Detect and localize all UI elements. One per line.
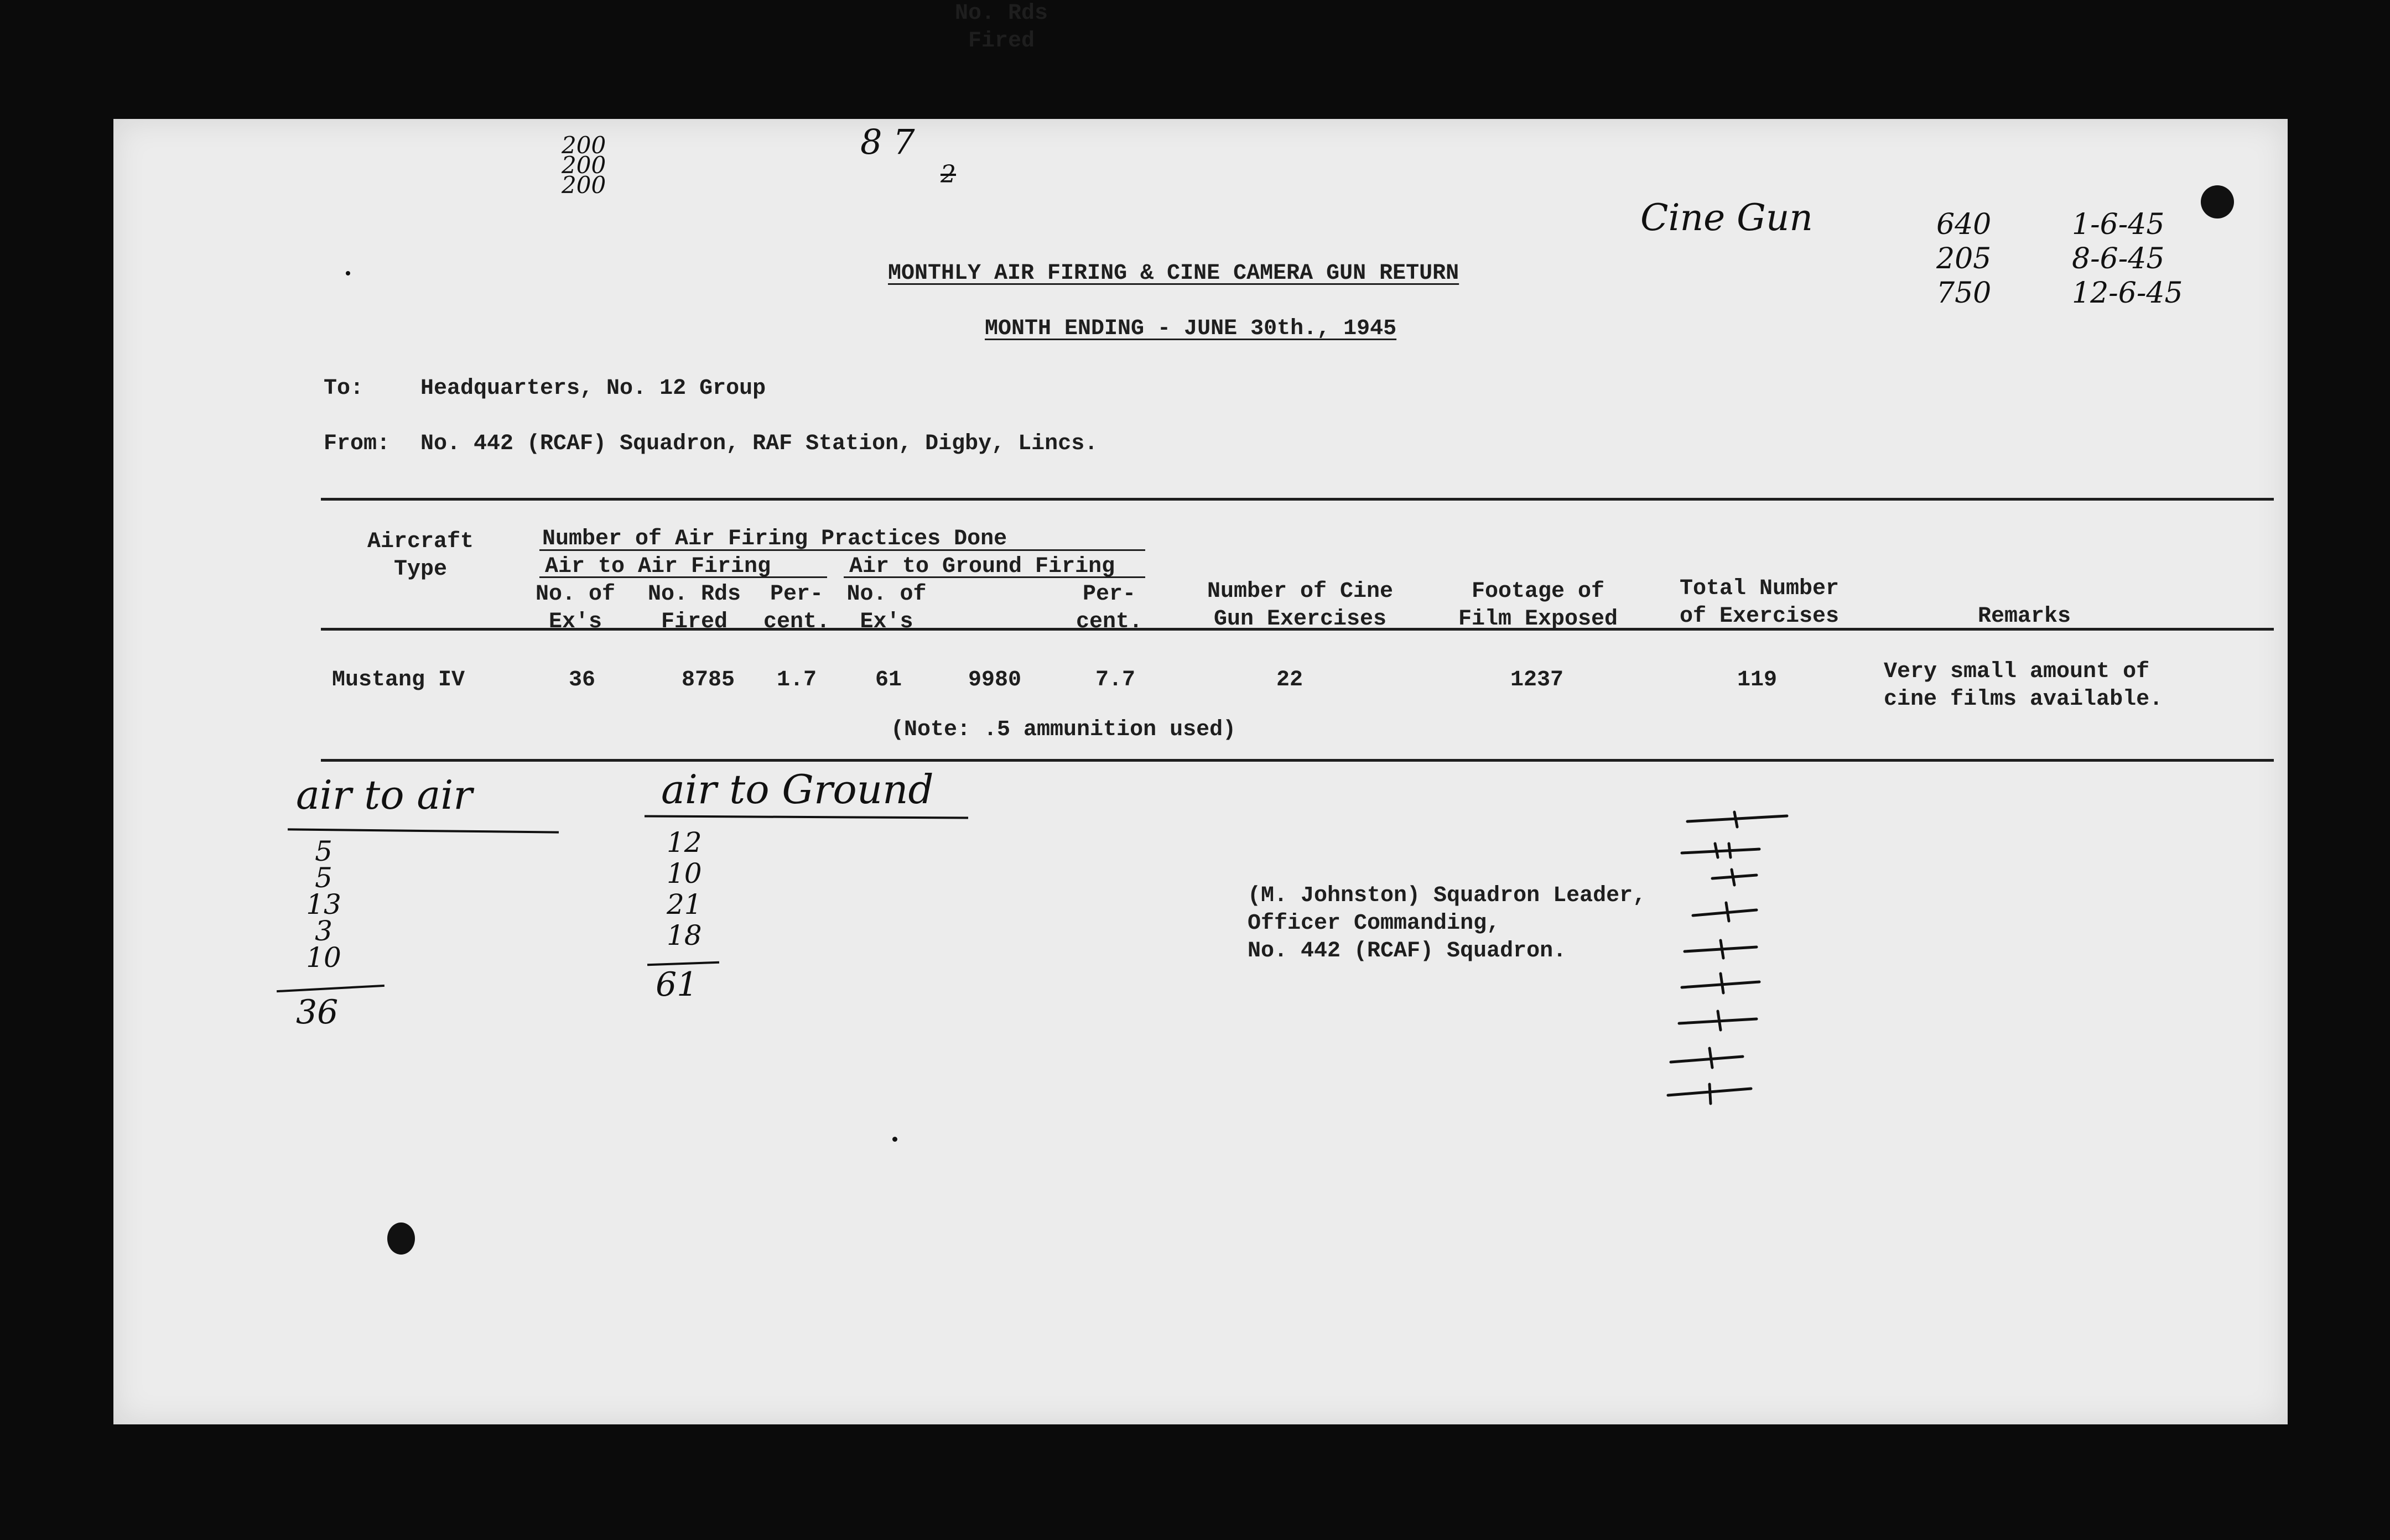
cell-cine: 22 <box>1276 668 1303 693</box>
col-ground-pct-header <box>1068 581 1151 636</box>
document-subtitle: MONTH ENDING - JUNE 30th., 1945 <box>985 316 1397 341</box>
cell-ground-pct: 7.7 <box>1095 668 1136 693</box>
cine-date: 8-6-45 <box>2072 242 2165 275</box>
handwritten-air-values <box>290 835 357 974</box>
header-line: No. of <box>535 582 616 607</box>
speck-mark <box>346 271 350 275</box>
cine-count: 640 <box>1936 208 1992 241</box>
header-line: Fired <box>661 610 728 634</box>
handwritten-cine-label: Cine Gun <box>1640 196 1813 239</box>
signature-line: Officer Commanding, <box>1248 911 1500 936</box>
to-value: Headquarters, No. 12 Group <box>420 376 766 401</box>
col-footage-header <box>1447 578 1629 633</box>
cell-air-ex: 36 <box>569 668 596 693</box>
tick-mark <box>1693 903 1757 921</box>
cine-count: 205 <box>1936 242 1992 275</box>
ground-value: 12 <box>667 826 702 859</box>
cine-date: 1-6-45 <box>2072 208 2165 241</box>
tick-mark <box>1682 844 1759 857</box>
col-total-header <box>1668 575 1851 631</box>
cell-ground-rds: 9980 <box>968 668 1022 693</box>
handwritten-stack-line: 200 <box>562 171 606 199</box>
header-line: Footage of <box>1471 579 1605 604</box>
cell-ground-ex: 61 <box>875 668 902 693</box>
handwritten-cine-counts <box>1936 207 1991 310</box>
header-line: Film Exposed <box>1458 607 1618 632</box>
air-to-air-subheader: Air to Air Firing <box>545 554 771 579</box>
tick-mark <box>1687 812 1787 827</box>
ground-value: 21 <box>667 888 702 920</box>
tick-mark <box>1712 870 1757 885</box>
air-value: 5 <box>315 835 332 867</box>
header-line: No. Rds <box>647 582 741 607</box>
remarks-line: Very small amount of <box>1884 659 2150 684</box>
cell-footage: 1237 <box>1510 668 1564 693</box>
signature-block <box>1248 882 1646 965</box>
header-line: Per- <box>770 582 823 607</box>
handwritten-ground-heading: air to Ground <box>661 766 934 813</box>
handwritten-stack-line: 200 <box>562 152 606 179</box>
header-line: cent. <box>763 610 830 634</box>
cell-air-rds: 8785 <box>682 668 735 693</box>
air-to-ground-subheader: Air to Ground Firing <box>849 554 1115 579</box>
col-air-pct-header <box>758 581 835 636</box>
air-value: 3 <box>315 915 332 947</box>
handwritten-stack <box>562 132 606 199</box>
signature-line: No. 442 (RCAF) Squadron. <box>1248 939 1567 964</box>
handwritten-ref-top: 8 7 <box>860 122 915 162</box>
table-bottom-rule <box>321 759 2274 762</box>
remarks-line: cine films available. <box>1884 687 2163 712</box>
air-value: 10 <box>306 941 341 974</box>
handwritten-air-heading: air to air <box>296 772 472 818</box>
air-value: 5 <box>315 862 332 894</box>
table-top-rule <box>321 498 2274 501</box>
header-line: Number of Cine <box>1207 579 1394 604</box>
header-line: No. of <box>846 582 927 607</box>
tick-mark <box>1679 1011 1757 1030</box>
header-line: Type <box>393 557 447 582</box>
col-air-ex-header <box>534 581 617 636</box>
to-label: To: <box>324 376 364 401</box>
handwritten-cine-dates <box>2072 207 2183 310</box>
header-line: cent. <box>1076 610 1143 634</box>
cell-air-pct: 1.7 <box>777 668 817 693</box>
table-note: (Note: .5 ammunition used) <box>891 717 1236 742</box>
from-label: From: <box>324 431 391 456</box>
air-value: 13 <box>306 888 341 920</box>
cell-remarks <box>1884 658 2163 714</box>
col-cine-header <box>1195 578 1405 633</box>
header-line: of Exercises <box>1679 604 1840 629</box>
from-value: No. 442 (RCAF) Squadron, RAF Station, Digby, Lincs. <box>420 431 1098 456</box>
cell-aircraft: Mustang IV <box>332 668 465 693</box>
col-ground-rds-header <box>952 0 1051 55</box>
tick-mark <box>1668 1084 1751 1104</box>
cine-date: 12-6-45 <box>2072 277 2183 310</box>
cell-total: 119 <box>1737 668 1778 693</box>
header-line: No. Rds <box>954 1 1048 26</box>
col-aircraft-header <box>349 528 492 584</box>
header-line: Fired <box>968 29 1035 54</box>
handwritten-stack-line: 200 <box>562 132 606 159</box>
handwritten-ref-bottom: 2 <box>941 160 956 189</box>
tick-mark <box>1671 1048 1743 1068</box>
group-header: Number of Air Firing Practices Done <box>542 527 1007 552</box>
col-remarks-header: Remarks <box>1978 604 2071 629</box>
header-line: Aircraft <box>367 529 474 554</box>
speck-mark <box>892 1137 897 1142</box>
header-line: Per- <box>1082 582 1136 607</box>
handwritten-tick-marks <box>1621 802 1809 1112</box>
document-title: MONTHLY AIR FIRING & CINE CAMERA GUN RETURN <box>888 261 1459 286</box>
header-line: Ex's <box>548 610 602 634</box>
header-line: Ex's <box>860 610 913 634</box>
ground-value: 10 <box>667 857 702 889</box>
handwritten-ground-total: 61 <box>656 965 698 1004</box>
punch-hole-mark <box>2201 185 2234 218</box>
handwritten-ground-values <box>667 827 702 951</box>
ground-value: 18 <box>667 919 702 951</box>
col-ground-ex-header <box>841 581 932 636</box>
signature-line: (M. Johnston) Squadron Leader, <box>1248 883 1646 908</box>
cine-count: 750 <box>1936 277 1992 310</box>
tick-mark <box>1685 940 1757 958</box>
handwritten-air-total: 36 <box>296 993 339 1032</box>
col-air-rds-header <box>645 581 744 636</box>
ink-blot-mark <box>387 1222 415 1255</box>
header-line: Gun Exercises <box>1213 607 1387 632</box>
tick-mark <box>1682 974 1759 993</box>
header-line: Total Number <box>1679 576 1840 601</box>
